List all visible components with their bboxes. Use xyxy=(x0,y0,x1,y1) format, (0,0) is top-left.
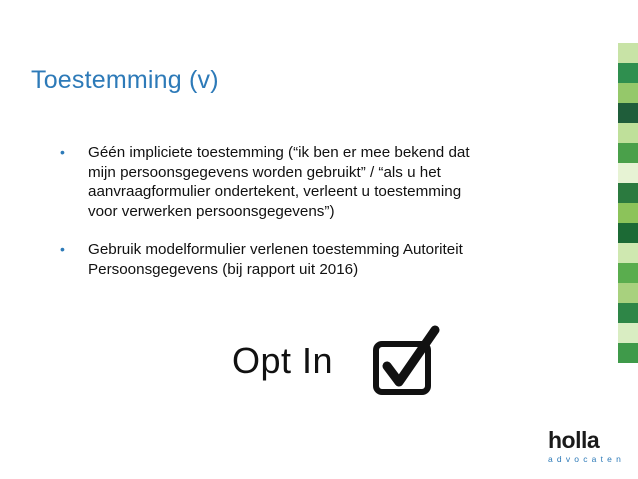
bullet-list xyxy=(60,143,480,298)
bullet-item xyxy=(60,143,480,221)
stripe-segment xyxy=(618,243,638,263)
bullet-marker: • xyxy=(60,144,65,160)
slide-title: Toestemming (v) xyxy=(31,66,219,94)
stripe-segment xyxy=(618,263,638,283)
bullet-text: Gebruik modelformulier verlenen toestemming Autoriteit Persoonsgegevens (bij rapport uit 2016) xyxy=(88,241,463,278)
stripe-segment xyxy=(618,43,638,63)
stripe-segment xyxy=(618,183,638,203)
logo-tagline: advocaten xyxy=(548,454,626,464)
stripe-segment xyxy=(618,103,638,123)
bullet-item xyxy=(60,240,480,279)
opt-in-label: Opt In xyxy=(232,340,334,381)
stripe-segment xyxy=(618,303,638,323)
bullet-marker: • xyxy=(60,241,65,257)
bullet-text: Géén impliciete toestemming (“ik ben er mee bekend dat mijn persoonsgegevens worden gebruikt” / “als u het aanvraagformulier ondertekent, verleent u toestemming voor verwerken persoonsgegevens”) xyxy=(88,144,470,220)
stripe-segment xyxy=(618,123,638,143)
checked-box-icon xyxy=(373,324,445,396)
logo-name: holla xyxy=(548,427,600,453)
stripe-segment xyxy=(618,143,638,163)
stripe-segment xyxy=(618,323,638,343)
stripe-segment xyxy=(618,63,638,83)
stripe-segment xyxy=(618,163,638,183)
stripe-segment xyxy=(618,343,638,363)
holla-logo xyxy=(548,429,625,464)
stripe-segment xyxy=(618,283,638,303)
stripe-segment xyxy=(618,203,638,223)
stripe-segment xyxy=(618,223,638,243)
stripe-segment xyxy=(618,83,638,103)
decorative-stripe xyxy=(618,43,638,363)
